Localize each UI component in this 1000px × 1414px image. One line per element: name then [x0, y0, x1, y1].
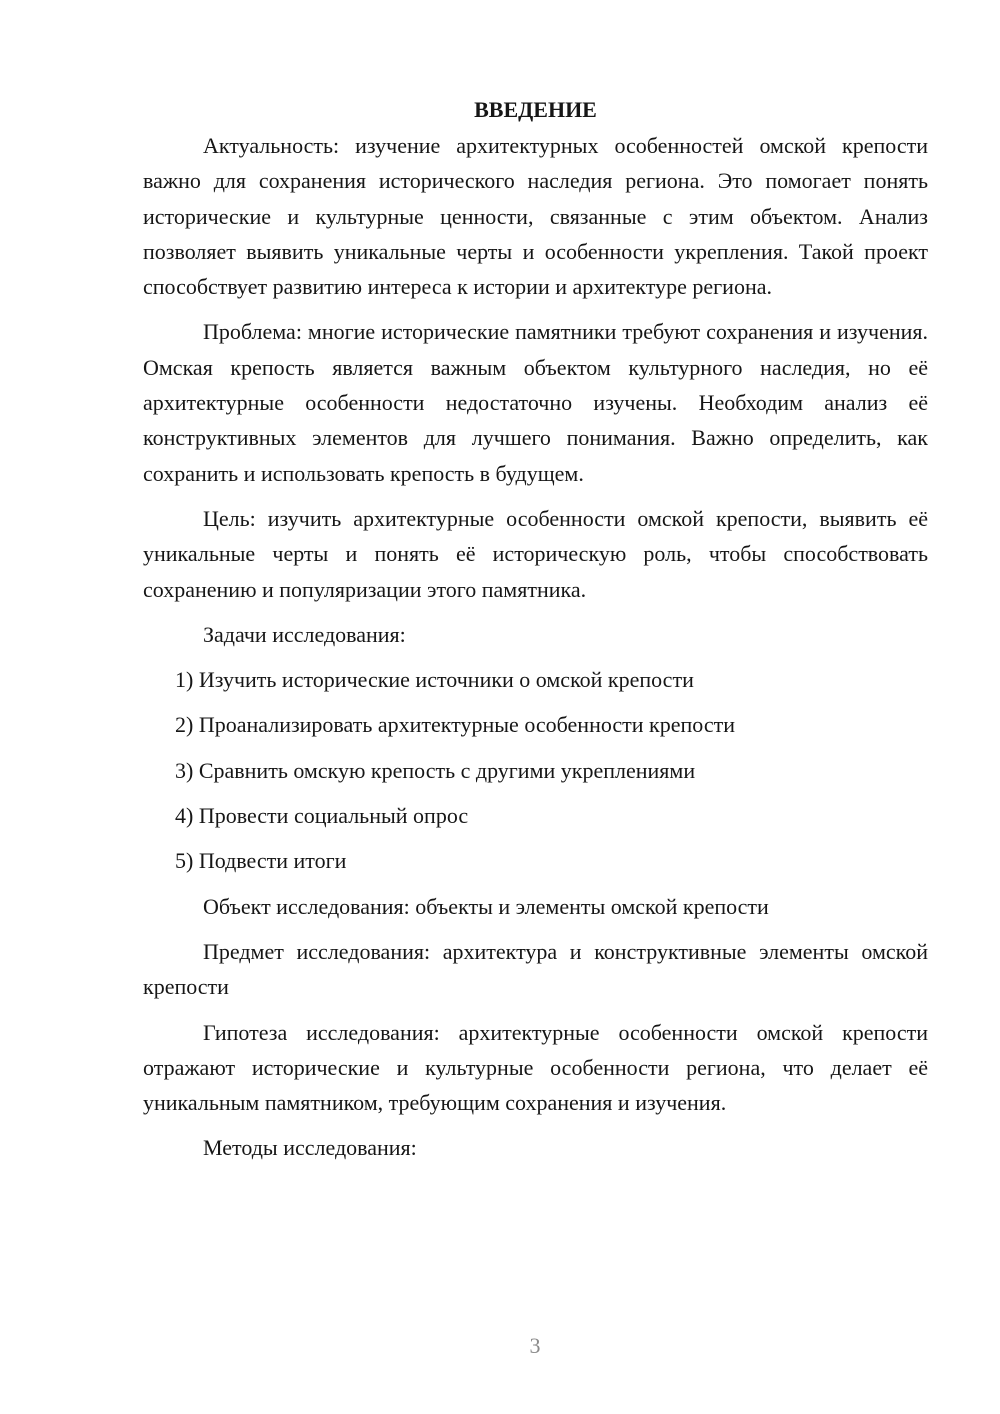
list-item: 3) Сравнить омскую крепость с другими укреплениями: [175, 757, 696, 783]
paragraph-relevance: Актуальность: изучение архитектурных особенностей омской крепости важно для сохранения исторического наследия региона. Это помогает понять исторические и культурные ценности, связанные с этим объектом. Анализ позволяет выявить уникальные черты и особенности укрепления. Такой проект способствует развитию интереса к истории и архитектуре региона.: [143, 133, 928, 300]
paragraph-subject: Предмет исследования: архитектура и конструктивные элементы омской крепости: [143, 938, 928, 1000]
paragraph-object: Объект исследования: объекты и элементы омской крепости: [203, 893, 769, 919]
list-item: 5) Подвести итоги: [175, 848, 347, 874]
section-title: ВВЕДЕНИЕ: [474, 97, 597, 122]
paragraph-problem: Проблема: многие исторические памятники требуют сохранения и изучения. Омская крепость является важным объектом культурного наследия, но её архитектурные особенности недостаточно изучены. Необходим анализ её конструктивных элементов для лучшего понимания. Важно определить, как сохранить и использовать крепость в будущем.: [143, 319, 928, 486]
page-number: 3: [529, 1333, 541, 1358]
list-item: 4) Провести социальный опрос: [175, 803, 469, 829]
tasks-heading: Задачи исследования:: [203, 621, 406, 647]
methods-heading: Методы исследования:: [203, 1135, 417, 1161]
list-item: 2) Проанализировать архитектурные особенности крепости: [175, 712, 735, 738]
paragraph-hypothesis: Гипотеза исследования: архитектурные особенности омской крепости отражают исторические и культурные особенности региона, что делает её уникальным памятником, требующим сохранения и изучения.: [143, 1019, 928, 1116]
paragraph-goal: Цель: изучить архитектурные особенности омской крепости, выявить её уникальные черты и понять её историческую роль, чтобы способствовать сохранению и популяризации этого памятника.: [143, 505, 928, 602]
tasks-list: [143, 662, 928, 878]
document-page: [143, 93, 928, 1176]
list-item: 1) Изучить исторические источники о омской крепости: [175, 667, 694, 693]
